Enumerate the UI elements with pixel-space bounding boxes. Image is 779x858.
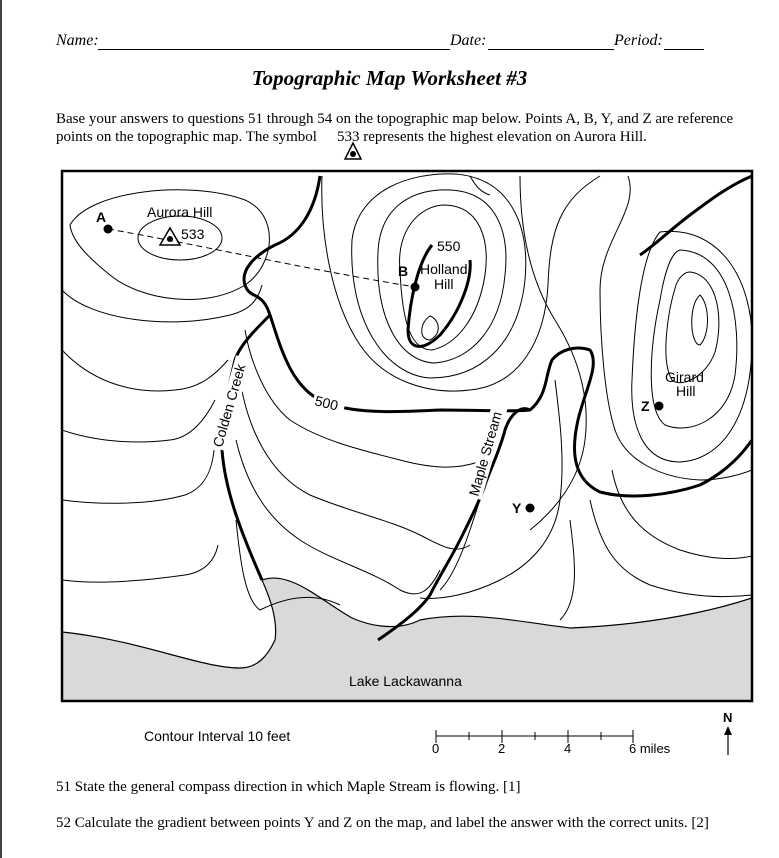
question-52: 52 Calculate the gradient between points Y and Z on the map, and label the answer with the correct units. [2] [56, 815, 709, 831]
intro-line-1: Base your answers to questions 51 through 54 on the topographic map below. Points A, B, Y, and Z are reference [56, 111, 734, 127]
date-label: Date: [450, 32, 487, 49]
name-label: Name: [56, 32, 99, 49]
scale-bar [436, 730, 633, 743]
holland-contour-label: 550 [437, 238, 461, 254]
page-title: Topographic Map Worksheet #3 [251, 66, 528, 90]
holland-hill-label-2: Hill [434, 276, 454, 292]
aurora-elevation-label: 533 [181, 226, 205, 242]
girard-hill-label-1: Girard [665, 369, 704, 385]
girard-hill-label-2: Hill [676, 383, 696, 399]
point-z-label: Z [641, 398, 650, 414]
north-label: N [723, 710, 733, 725]
colden-creek-label: Colden Creek [209, 362, 249, 449]
aurora-hill-label: Aurora Hill [147, 204, 213, 220]
scale-label-4: 4 [564, 741, 572, 756]
point-b-label: B [398, 263, 409, 279]
maple-stream-label: Maple Stream [465, 409, 505, 498]
profile-line-a-b [108, 229, 415, 287]
holland-hill-label-1: Holland [420, 261, 468, 277]
lake-label: Lake Lackawanna [349, 673, 462, 689]
contour-interval: Contour Interval 10 feet [144, 728, 291, 744]
point-y-label: Y [512, 500, 522, 516]
intro-line-2: points on the topographic map. The symbol 533 represents the highest elevation on Aurora Hill. [56, 129, 647, 145]
scale-label-6: 6 miles [629, 741, 671, 756]
aurora-summit-icon [160, 228, 180, 245]
period-label: Period: [614, 32, 663, 49]
index-contour-label: 500 [313, 392, 340, 414]
intro-symbol-value: 533 [336, 129, 360, 145]
point-y-marker [526, 504, 535, 513]
point-a-label: A [96, 209, 107, 225]
north-arrow-icon [724, 726, 732, 755]
scale-label-0: 0 [432, 741, 440, 756]
point-b-marker [411, 283, 420, 292]
point-z-marker [655, 402, 664, 411]
maple-stream [378, 409, 530, 640]
point-a-marker [104, 225, 113, 234]
thin-contours [62, 174, 752, 620]
question-51: 51 State the general compass direction in which Maple Stream is flowing. [1] [56, 779, 521, 795]
scale-label-2: 2 [498, 741, 506, 756]
